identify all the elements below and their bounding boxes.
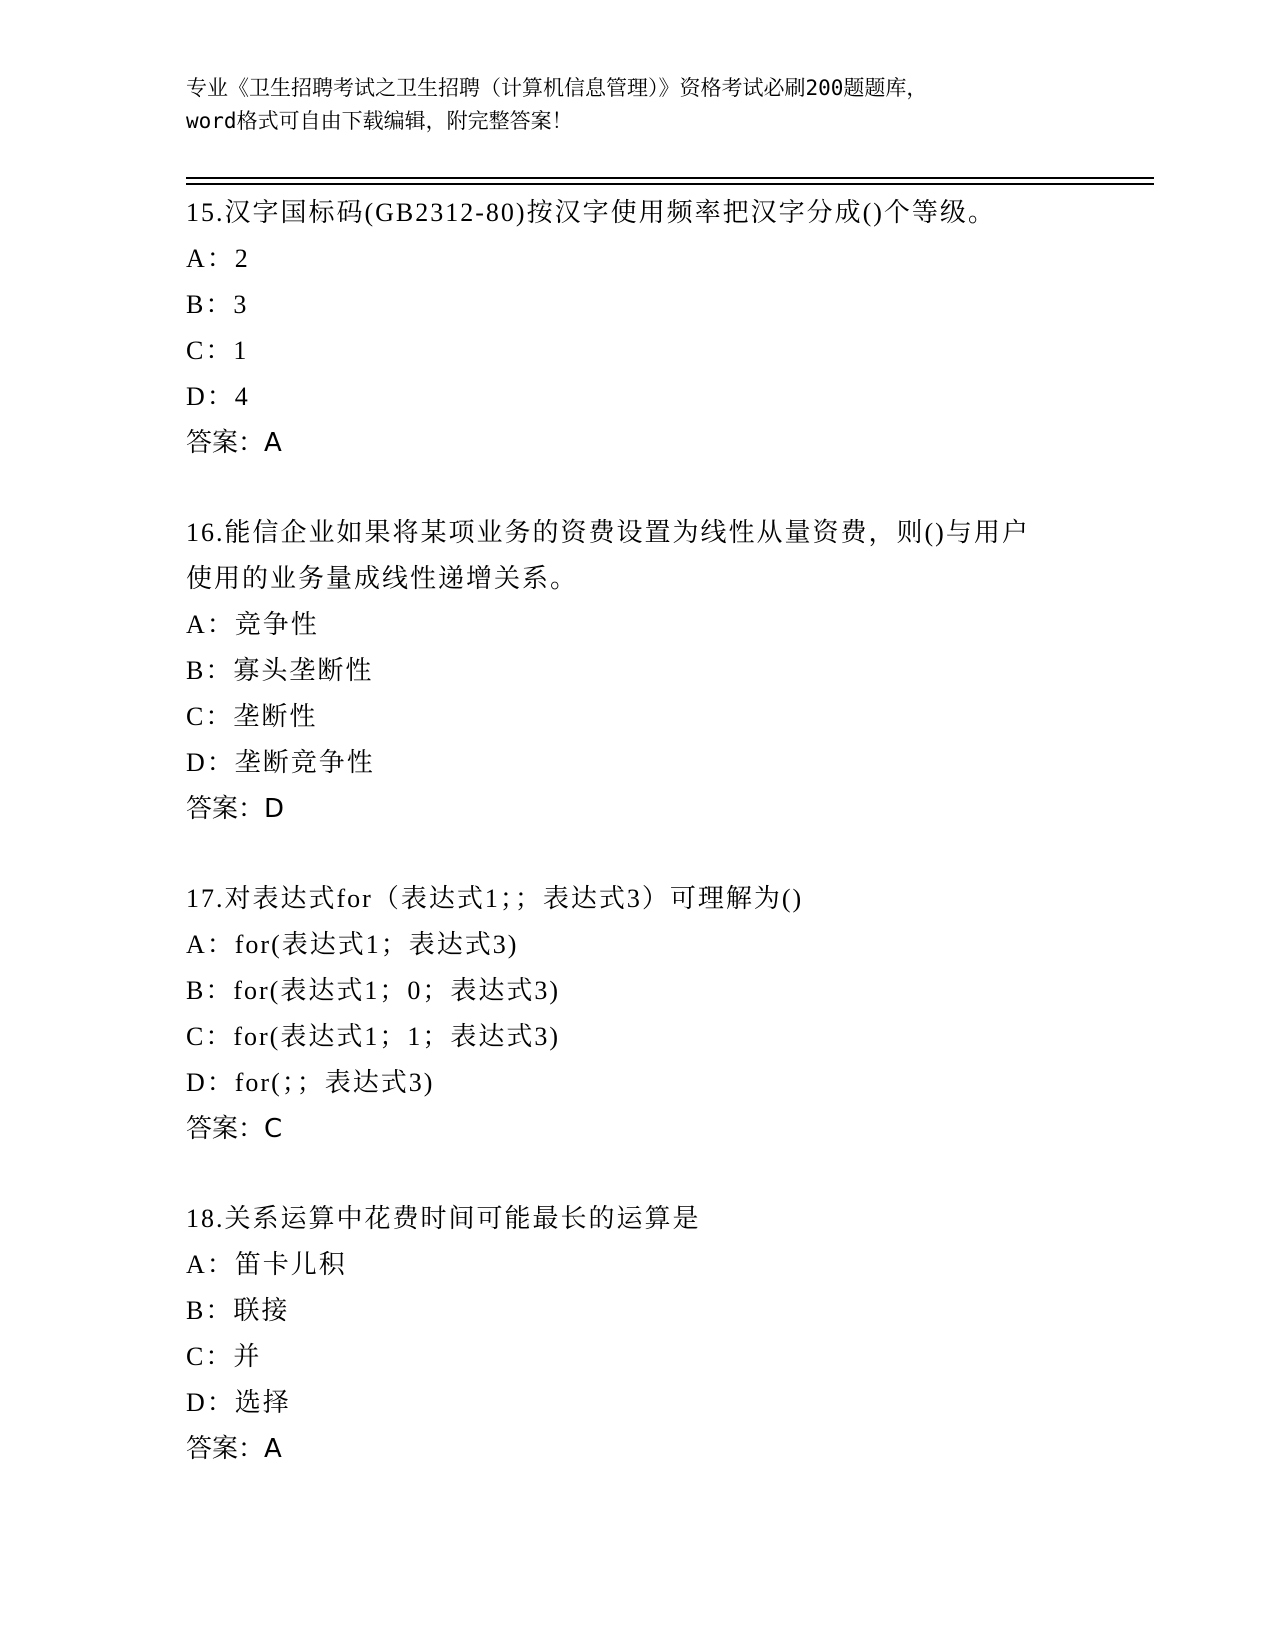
answer-line: 答案：C: [186, 1114, 283, 1144]
option-d: D：4: [186, 382, 250, 411]
option-c: C：并: [186, 1342, 262, 1371]
question-stem: 15.汉字国标码(GB2312-80)按汉字使用频率把汉字分成()个等级。: [186, 198, 996, 227]
question-stem: 18.关系运算中花费时间可能最长的运算是: [186, 1204, 701, 1233]
answer-line: 答案：A: [186, 1434, 282, 1464]
answer-line: 答案：A: [186, 428, 282, 458]
question-stem-continued: 使用的业务量成线性递增关系。: [186, 564, 579, 593]
option-c: C：1: [186, 336, 249, 365]
header-line-2: word格式可自由下载编辑，附完整答案！: [186, 109, 573, 133]
question-stem: 16.能信企业如果将某项业务的资费设置为线性从量资费，则()与用户: [186, 518, 1030, 547]
question-stem: 17.对表达式for（表达式1；；表达式3）可理解为(): [186, 884, 804, 913]
option-d: D：选择: [186, 1388, 291, 1417]
question-list: [186, 190, 1086, 1516]
header-line-1: 专业《卫生招聘考试之卫生招聘（计算机信息管理）》资格考试必刷200题题库，: [186, 76, 928, 100]
answer-line: 答案：D: [186, 794, 285, 824]
option-b: B：3: [186, 290, 249, 319]
option-b: B：for(表达式1；0；表达式3): [186, 976, 560, 1005]
document-header: [186, 72, 1086, 138]
question-15: [186, 190, 1086, 466]
header-divider-top: [186, 177, 1154, 179]
question-16: [186, 510, 1086, 832]
header-divider-bottom: [186, 183, 1154, 185]
option-c: C：for(表达式1；1；表达式3): [186, 1022, 560, 1051]
option-d: D：垄断竞争性: [186, 748, 375, 777]
option-a: A：for(表达式1；表达式3): [186, 930, 519, 959]
option-b: B：联接: [186, 1296, 290, 1325]
option-a: A：竞争性: [186, 610, 319, 639]
question-17: [186, 876, 1086, 1152]
question-18: [186, 1196, 1086, 1472]
option-b: B：寡头垄断性: [186, 656, 374, 685]
option-a: A：笛卡儿积: [186, 1250, 347, 1279]
option-c: C：垄断性: [186, 702, 318, 731]
option-d: D：for(；；表达式3): [186, 1068, 435, 1097]
option-a: A：2: [186, 244, 250, 273]
